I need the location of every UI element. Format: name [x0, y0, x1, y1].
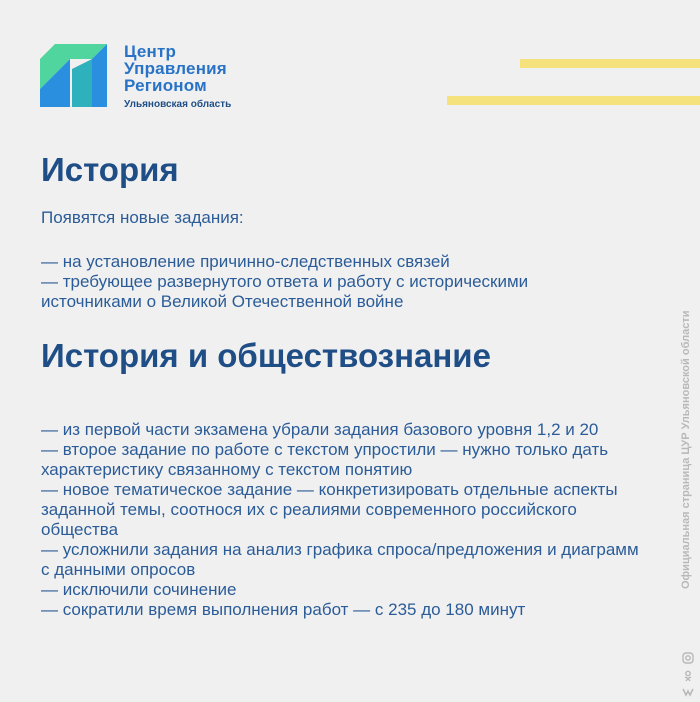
list-item: — усложнили задания на анализ графика спроса/предложения и диаграмм с данными опросов — [41, 540, 639, 579]
history-heading: История — [41, 151, 179, 188]
history-social-heading: История и обществознание — [41, 337, 491, 374]
brand-line-1: Центр — [124, 42, 177, 61]
brand-line-2: Управления — [124, 59, 227, 78]
list-item: — новое тематическое задание — конкретизировать отдельные аспекты заданной темы, соотнося их с реалиями современного российского общества — [41, 480, 618, 539]
brand-line-3: Регионом — [124, 76, 207, 95]
list-item: — второе задание по работе с текстом упростили — нужно только дать характеристику связанному с текстом понятию — [41, 440, 609, 479]
instagram-icon[interactable] — [681, 652, 695, 666]
brand-region: Ульяновская область — [124, 99, 232, 110]
list-item: — на установление причинно-следственных связей — [41, 252, 450, 271]
decor-stripe-bottom — [447, 96, 700, 105]
odnoklassniki-icon[interactable] — [681, 670, 695, 684]
list-item: — сократили время выполнения работ — с 235 до 180 минут — [41, 600, 526, 619]
vk-icon[interactable] — [681, 686, 695, 700]
official-page-caption: Официальная страница ЦУР Ульяновской области — [680, 310, 692, 590]
history-intro: Появятся новые задания: — [41, 208, 244, 227]
decor-stripe-top — [520, 59, 700, 68]
cur-logo-icon — [40, 41, 110, 111]
history-social-list — [41, 420, 641, 620]
list-item: — из первой части экзамена убрали задания базового уровня 1,2 и 20 — [41, 420, 599, 439]
list-item: — исключили сочинение — [41, 580, 237, 599]
list-item: — требующее развернутого ответа и работу с историческими источниками о Великой Отечественной войне — [41, 272, 529, 311]
brand-name — [124, 43, 231, 110]
history-list — [41, 252, 601, 312]
